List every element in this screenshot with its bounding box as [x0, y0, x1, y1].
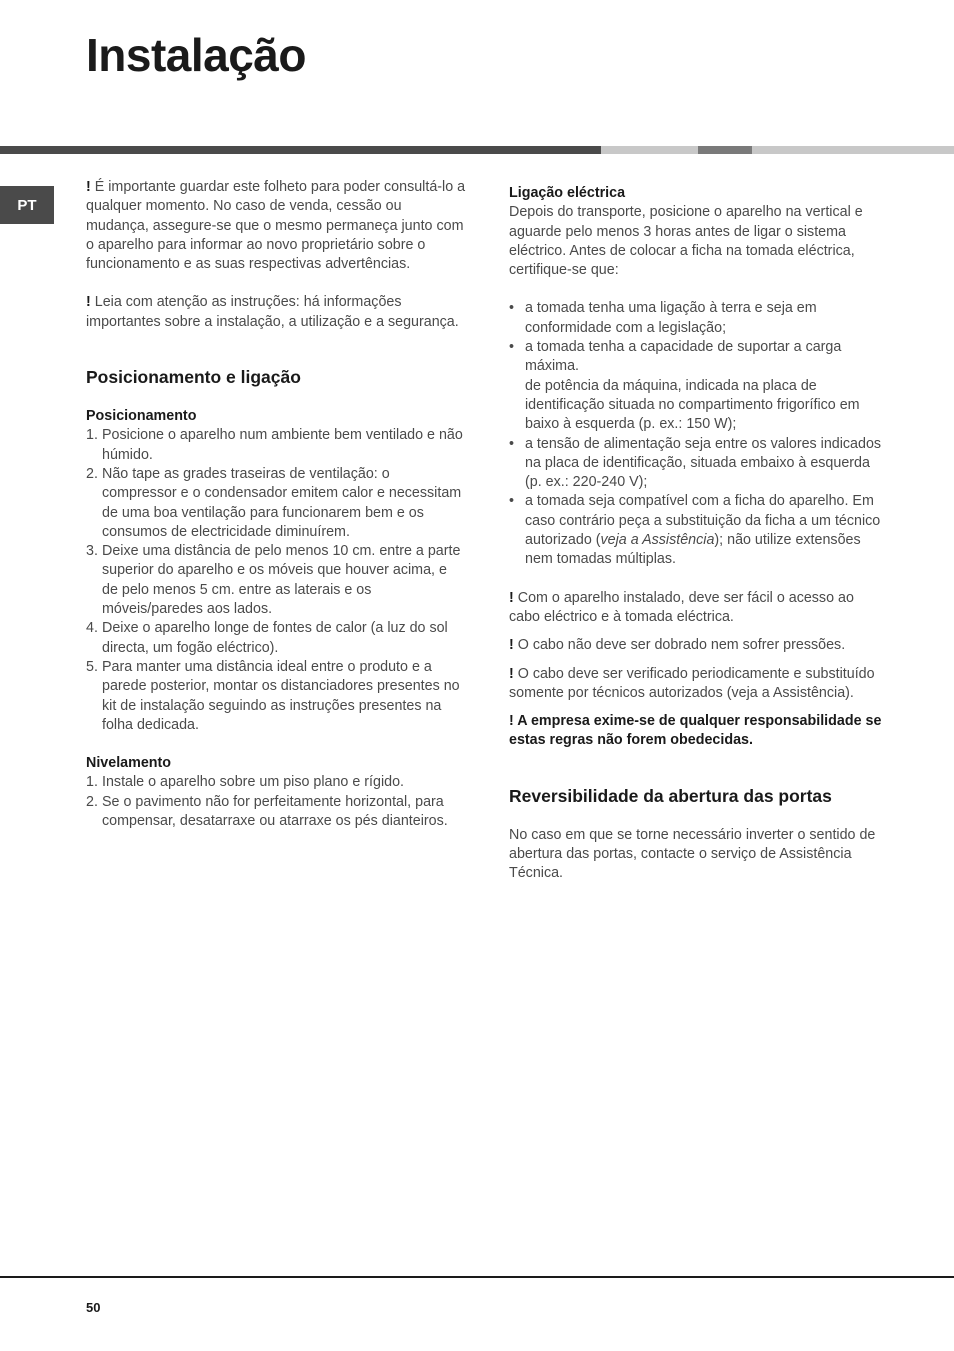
section-title-positioning: Posicionamento e ligação — [86, 367, 301, 388]
list-item: 2. Se o pavimento não for perfeitamente horizontal, para compensar, desatarraxe ou atarraxe os pés dianteiros. — [86, 793, 448, 830]
warning-mark: ! — [86, 179, 91, 195]
positioning-list — [86, 426, 466, 735]
intro-note-2 — [86, 293, 466, 332]
language-tab: PT — [0, 186, 54, 224]
right-column — [509, 178, 884, 884]
list-item: • a tomada tenha uma ligação à terra e seja em conformidade com a legislação; — [509, 300, 817, 336]
bullet-icon: • — [509, 339, 515, 356]
electric-intro: Depois do transporte, posicione o aparelho na vertical e aguarde pelo menos 3 horas antes de ligar o sistema eléctrico. Antes de colocar a ficha na tomada eléctrica, certifique-se que: — [509, 204, 863, 279]
intro-note-2-text: Leia com atenção as instruções: há informações importantes sobre a instalação, a utilização e a segurança. — [86, 294, 459, 330]
electric-checklist — [509, 299, 884, 569]
warning-note-2: ! O cabo não deve ser dobrado nem sofrer pressões. — [509, 637, 846, 654]
subsection-title-electric: Ligação eléctrica — [509, 185, 626, 201]
warning-note-3: ! O cabo deve ser verificado periodicamente e substituído somente por técnicos autorizados (veja a Assistência). — [509, 665, 875, 701]
intro-note-1-text: É importante guardar este folheto para poder consultá-lo a qualquer momento. No caso de venda, cessão ou mudança, assegure-se que o mesmo permaneça junto com o aparelho para informar ao novo proprietário sobre o funcionamento e as suas respectivas advertências. — [86, 179, 466, 273]
section-title-reversibility: Reversibilidade da abertura das portas — [509, 785, 832, 806]
list-item: 5. Para manter uma distância ideal entre o produto e a parede posterior, montar os distanciadores presentes no kit de instalação seguindo as instruções presentes na folha dedicada. — [86, 658, 460, 733]
list-item: 1. Posicione o aparelho num ambiente bem ventilado e não húmido. — [86, 427, 463, 463]
list-item: • a tomada seja compatível com a ficha do aparelho. Em caso contrário peça a substituição da ficha a um técnico autorizado (veja a Assistência); não utilize extensões nem tomadas múltiplas. — [509, 493, 881, 568]
bullet-icon: • — [509, 300, 515, 317]
list-item: 1. Instale o aparelho sobre um piso plano e rígido. — [86, 774, 405, 791]
left-column — [86, 178, 466, 831]
subsection-title-positioning: Posicionamento — [86, 408, 197, 425]
header-bar-dark — [0, 146, 601, 154]
bullet-icon: • — [509, 493, 515, 510]
list-item: • a tomada tenha a capacidade de suportar a carga máxima. de potência da máquina, indicada na placa de identificação situada no compartimento frigorífico em baixo à esquerda (p. ex.: 150 W); — [509, 339, 860, 433]
warning-mark: ! — [509, 589, 514, 606]
footer-rule — [0, 1276, 954, 1278]
warning-note-4: ! A empresa exime-se de qualquer responsabilidade se estas regras não forem obedecidas. — [509, 713, 882, 749]
subsection-title-leveling: Nivelamento — [86, 755, 172, 772]
leveling-list — [86, 773, 466, 831]
warning-mark: ! — [509, 665, 514, 682]
warning-mark: ! — [509, 713, 514, 730]
warning-note-1: ! Com o aparelho instalado, deve ser fácil o acesso ao cabo eléctrico e à tomada eléctrica. — [509, 589, 854, 625]
list-item: • a tensão de alimentação seja entre os valores indicados na placa de identificação, situada embaixo à esquerda (p. ex.: 220-240 V); — [509, 435, 882, 491]
intro-note-1 — [86, 178, 466, 274]
header-bar-mid — [698, 146, 752, 154]
header-bar-light — [601, 146, 698, 154]
header-bar-light-end — [752, 146, 954, 154]
reversibility-text: No caso em que se torne necessário inverter o sentido de abertura das portas, contacte o serviço de Assistência Técnica. — [509, 826, 876, 882]
list-item: 4. Deixe o aparelho longe de fontes de calor (a luz do sol directa, um fogão eléctrico). — [86, 620, 448, 656]
warning-mark: ! — [509, 637, 514, 654]
warning-mark: ! — [86, 294, 91, 311]
list-item: 3. Deixe uma distância de pelo menos 10 cm. entre a parte superior do aparelho e os móveis que houver acima, e de pelo menos 5 cm. entre as laterais e os móveis/paredes aos lados. — [86, 543, 461, 618]
bullet-icon: • — [509, 435, 515, 452]
list-item: 2. Não tape as grades traseiras de ventilação: o compressor e o condensador emitem calor e necessitam de uma boa ventilação para funcionarem bem e os consumos de electricidade diminuírem. — [86, 465, 462, 540]
page-number: 50 — [86, 1300, 101, 1315]
page-title: Instalação — [86, 29, 306, 81]
